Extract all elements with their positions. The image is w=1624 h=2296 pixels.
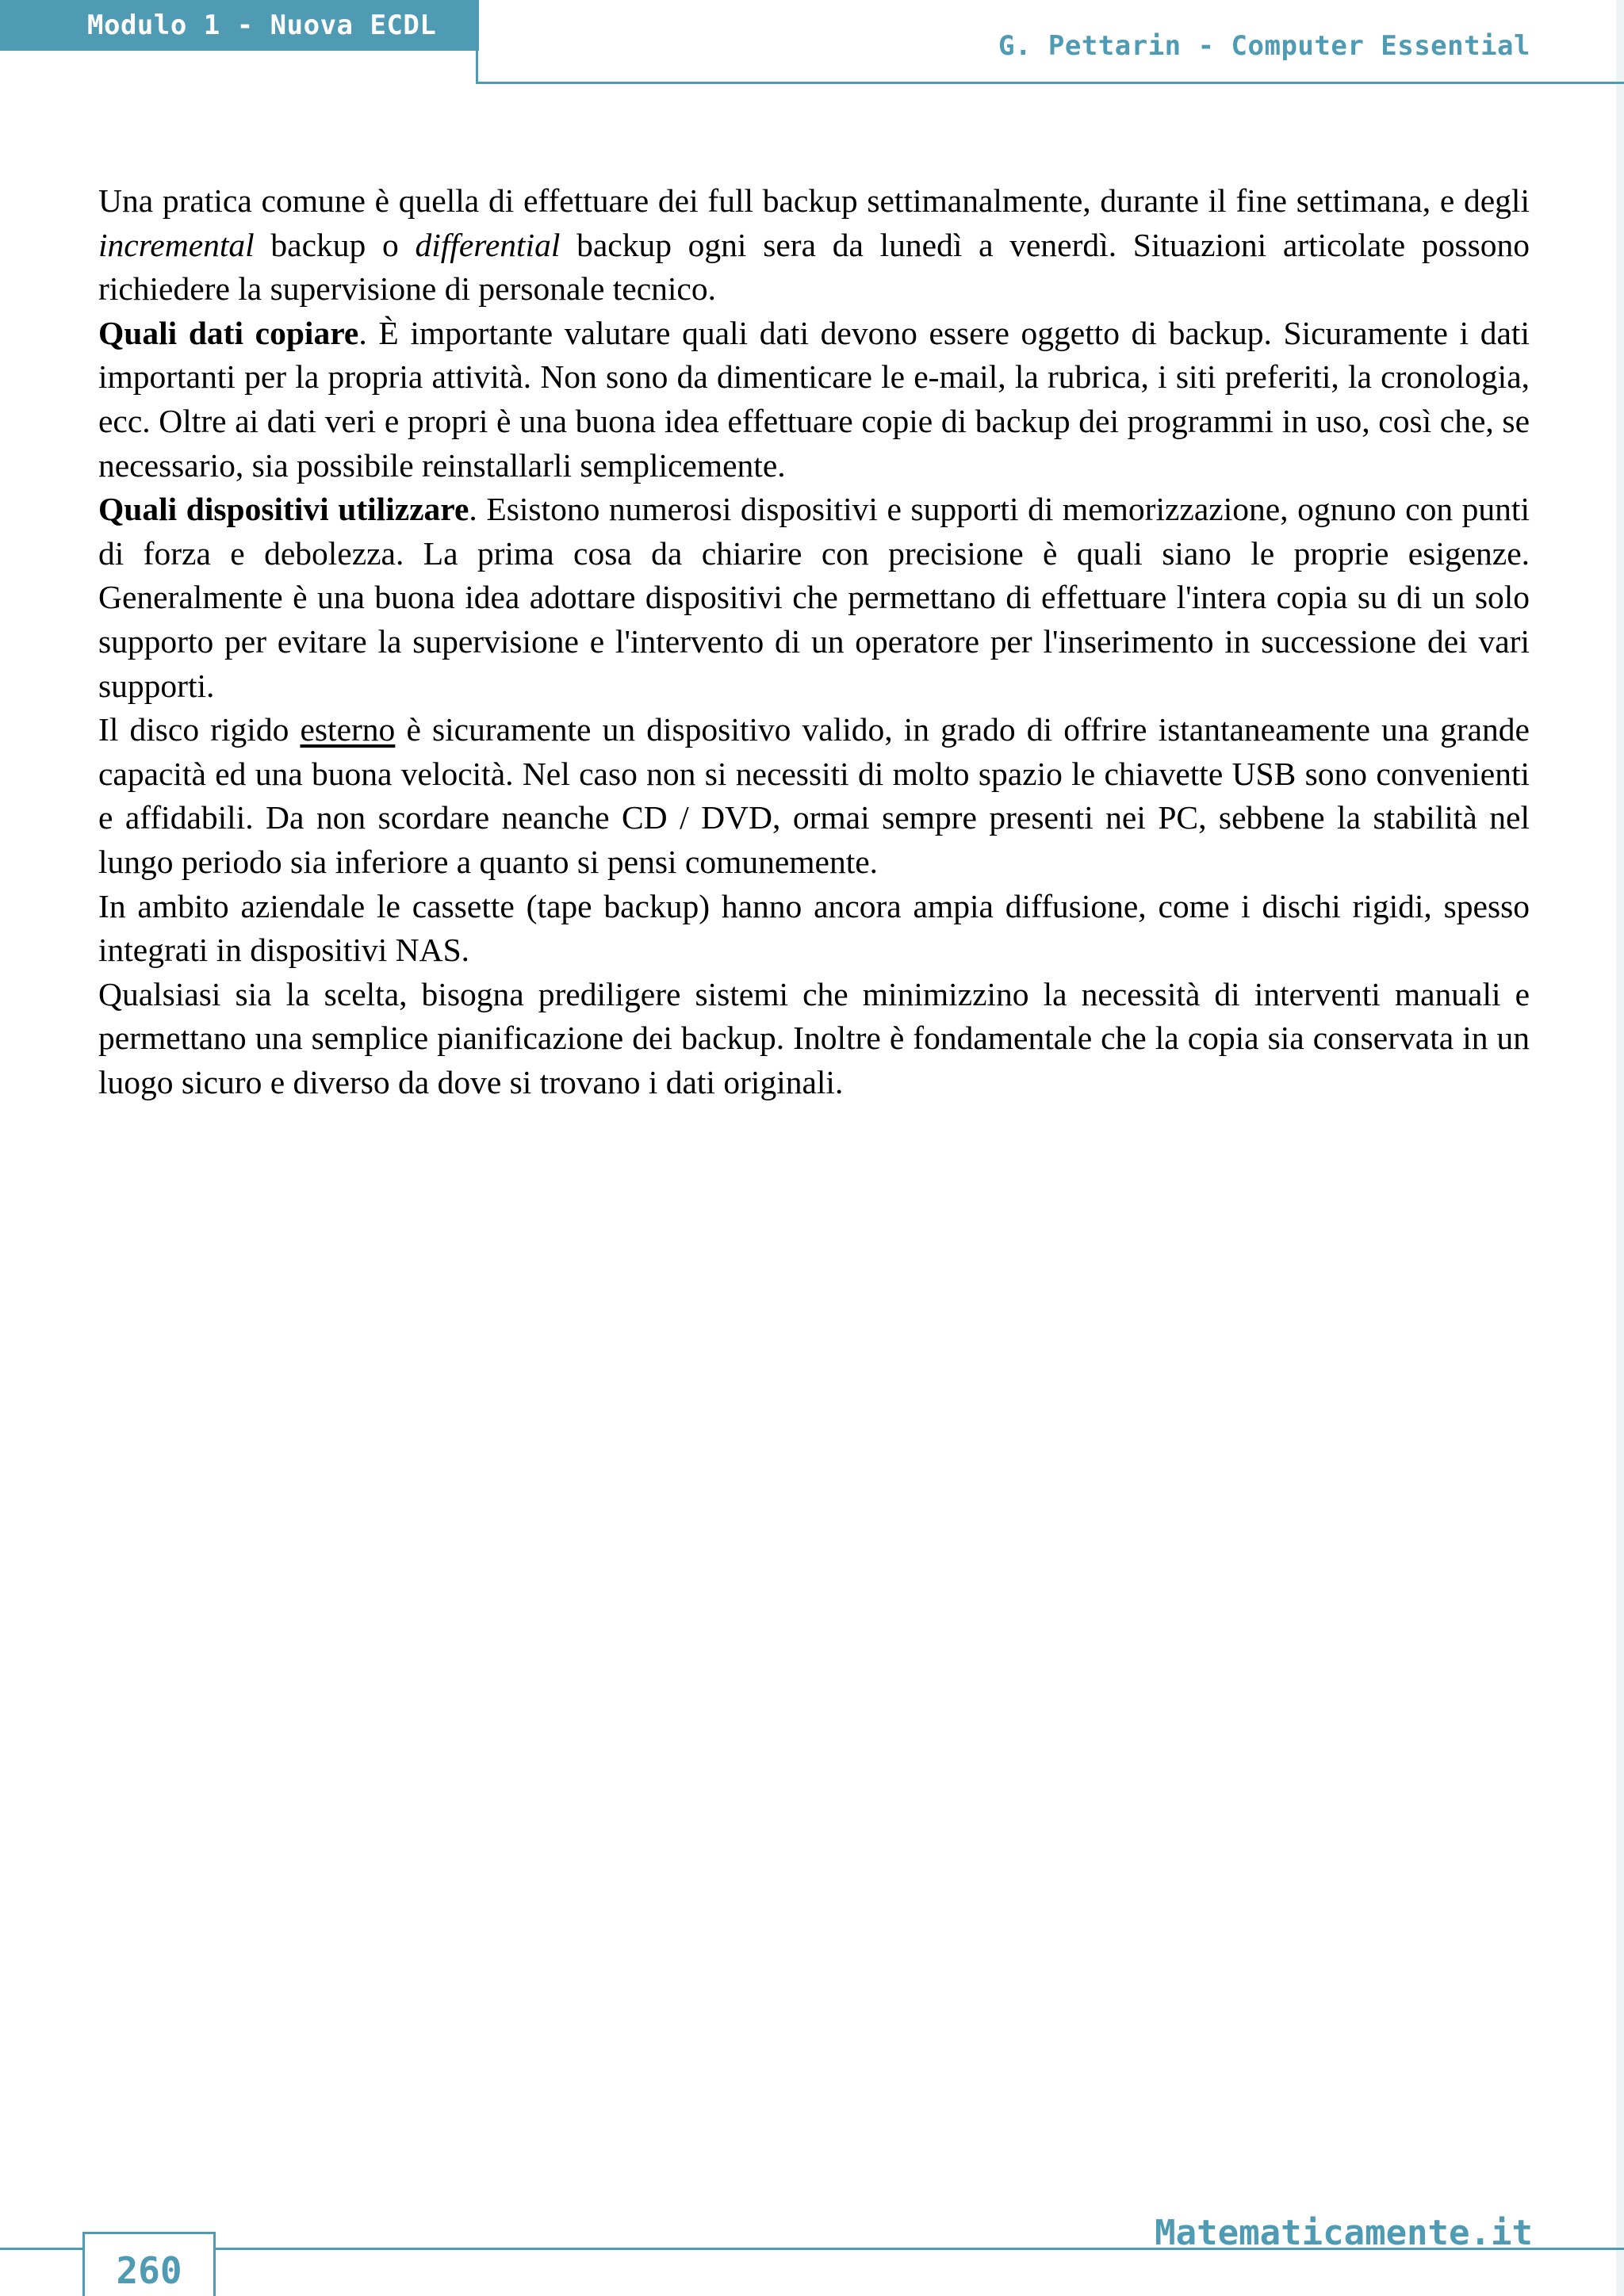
page-edge-strip [1616,0,1624,2296]
paragraph-external-disk [98,708,1530,884]
italic-term-differential: differential [415,226,561,263]
text-span: . Esistono numerosi dispositivi e supporti di memorizzazione, ognuno con punti di forza e debolezza. La prima cosa da chiarire con precisione è quali siano le proprie esigenze. Generalmente è una buona idea adottare dispositivi che permettano di effettuare l'intera copia su di un solo supporto per evitare la supervisione e l'intervento di un operatore per l'inserimento in successione dei vari supporti. [98,491,1530,704]
book-title: G. Pettarin - Computer Essential [998,30,1530,62]
page-number: 260 [116,2249,182,2292]
text-span: Il disco rigido [98,711,301,748]
footer-divider-left [0,2248,84,2250]
section-heading-what-to-copy: Quali dati copiare [98,314,359,351]
paragraph-backup-schedule [98,179,1530,312]
page-body [98,179,1530,1104]
paragraph-tape-backup: In ambito aziendale le cassette (tape backup) hanno ancora ampia diffusione, come i dischi rigidi, spesso integrati in dispositivi NAS. [98,887,1530,969]
link-esterno[interactable]: esterno [300,711,396,748]
italic-term-incremental: incremental [98,226,255,263]
paragraph-which-devices [98,488,1530,708]
text-span: Una pratica comune è quella di effettuare dei full backup settimanalmente, durante il fine settimana, e degli [98,182,1530,219]
text-span: backup o [254,226,416,263]
section-heading-which-devices: Quali dispositivi utilizzare [98,491,469,528]
header-divider-horizontal [476,82,1624,84]
text-span: è sicuramente un dispositivo valido, in grado di offrire istantaneamente una grande capacità ed una buona velocità. Nel caso non si necessiti di molto spazio le chiavette USB sono convenienti e affidabili. Da non scordare neanche CD / DVD, ormai sempre presenti nei PC, sebbene la stabilità nel lungo periodo sia inferiore a quanto si pensi comunemente. [98,711,1530,880]
text-span: backup ogni sera da lunedì a venerdì. Situazioni articolate possono richiedere la supervisione di personale tecnico. [98,226,1530,308]
paragraph-conclusion: Qualsiasi sia la scelta, bisogna prediligere sistemi che minimizzino la necessità di interventi manuali e permettano una semplice pianificazione dei backup. Inoltre è fondamentale che la copia sia conservata in un luogo sicuro e diverso da dove si trovano i dati originali. [98,975,1530,1100]
footer-site-name: Matematicamente.it [1155,2213,1533,2253]
header-divider-vertical [476,0,478,84]
text-span: . È importante valutare quali dati devono essere oggetto di backup. Sicuramente i dati importanti per la propria attività. Non sono da dimenticare le e-mail, la rubrica, i siti preferiti, la cronologia, ecc. Oltre ai dati veri e propri è una buona idea effettuare copie di backup dei programmi in uso, così che, se necessario, sia possibile reinstallarli semplicemente. [98,314,1530,484]
module-label: Modulo 1 - Nuova ECDL [0,0,479,51]
paragraph-what-to-copy [98,312,1530,488]
